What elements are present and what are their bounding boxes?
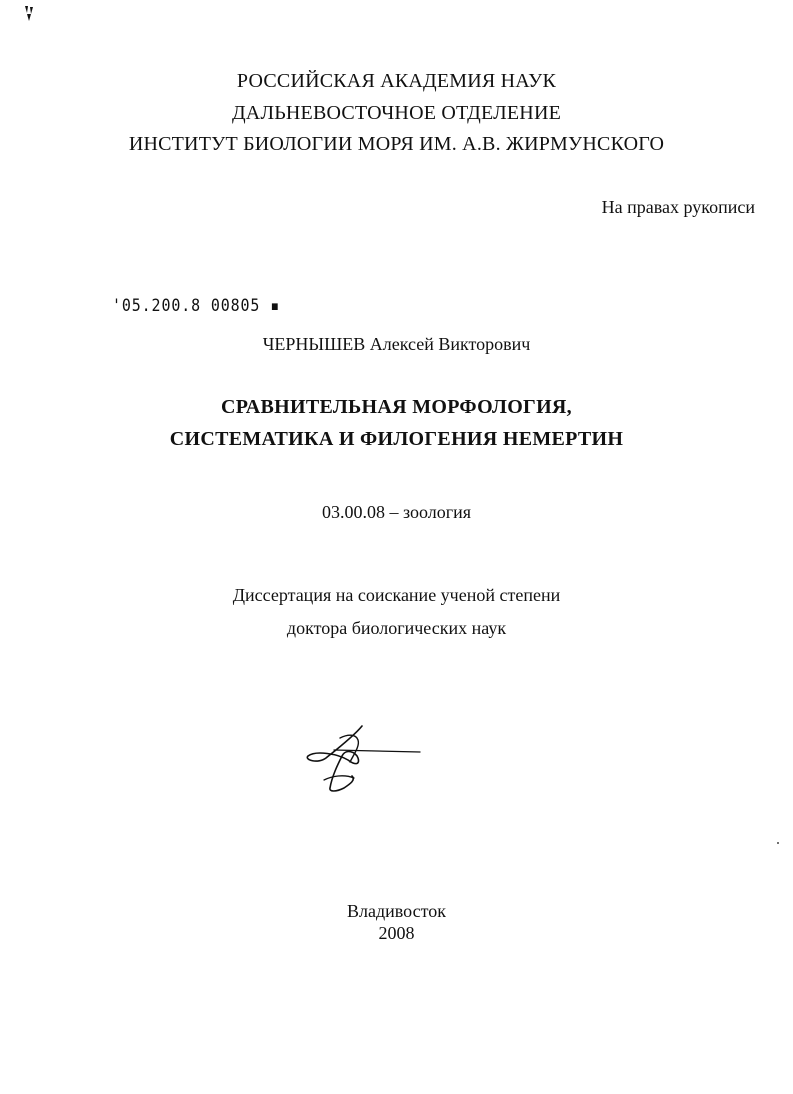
degree-line-2: доктора биологических наук xyxy=(286,618,507,638)
scan-speck xyxy=(777,842,779,844)
title-line-1: СРАВНИТЕЛЬНАЯ МОРФОЛОГИЯ, xyxy=(221,396,572,418)
institute-name: ИНСТИТУТ БИОЛОГИИ МОРЯ ИМ. А.В. ЖИРМУНСКОГО xyxy=(128,133,665,155)
registration-stamp: '05.200.8 00805 ▪ xyxy=(112,296,281,316)
signature xyxy=(296,718,426,798)
author-name: ЧЕРНЫШЕВ Алексей Викторович xyxy=(262,334,531,354)
registration-number: 05.200.8 00805 xyxy=(121,296,261,316)
rights-note: На правах рукописи xyxy=(601,197,755,217)
corner-mark-icon xyxy=(22,4,36,24)
degree-line-1: Диссертация на соискание ученой степени xyxy=(232,585,561,605)
year: 2008 xyxy=(378,923,415,943)
specialty-code: 03.00.08 – зоология xyxy=(321,502,472,522)
title-line-2: СИСТЕМАТИКА И ФИЛОГЕНИЯ НЕМЕРТИН xyxy=(169,428,624,450)
academy-name: РОССИЙСКАЯ АКАДЕМИЯ НАУК xyxy=(236,70,557,92)
city: Владивосток xyxy=(347,901,446,921)
branch-name: ДАЛЬНЕВОСТОЧНОЕ ОТДЕЛЕНИЕ xyxy=(231,102,562,124)
